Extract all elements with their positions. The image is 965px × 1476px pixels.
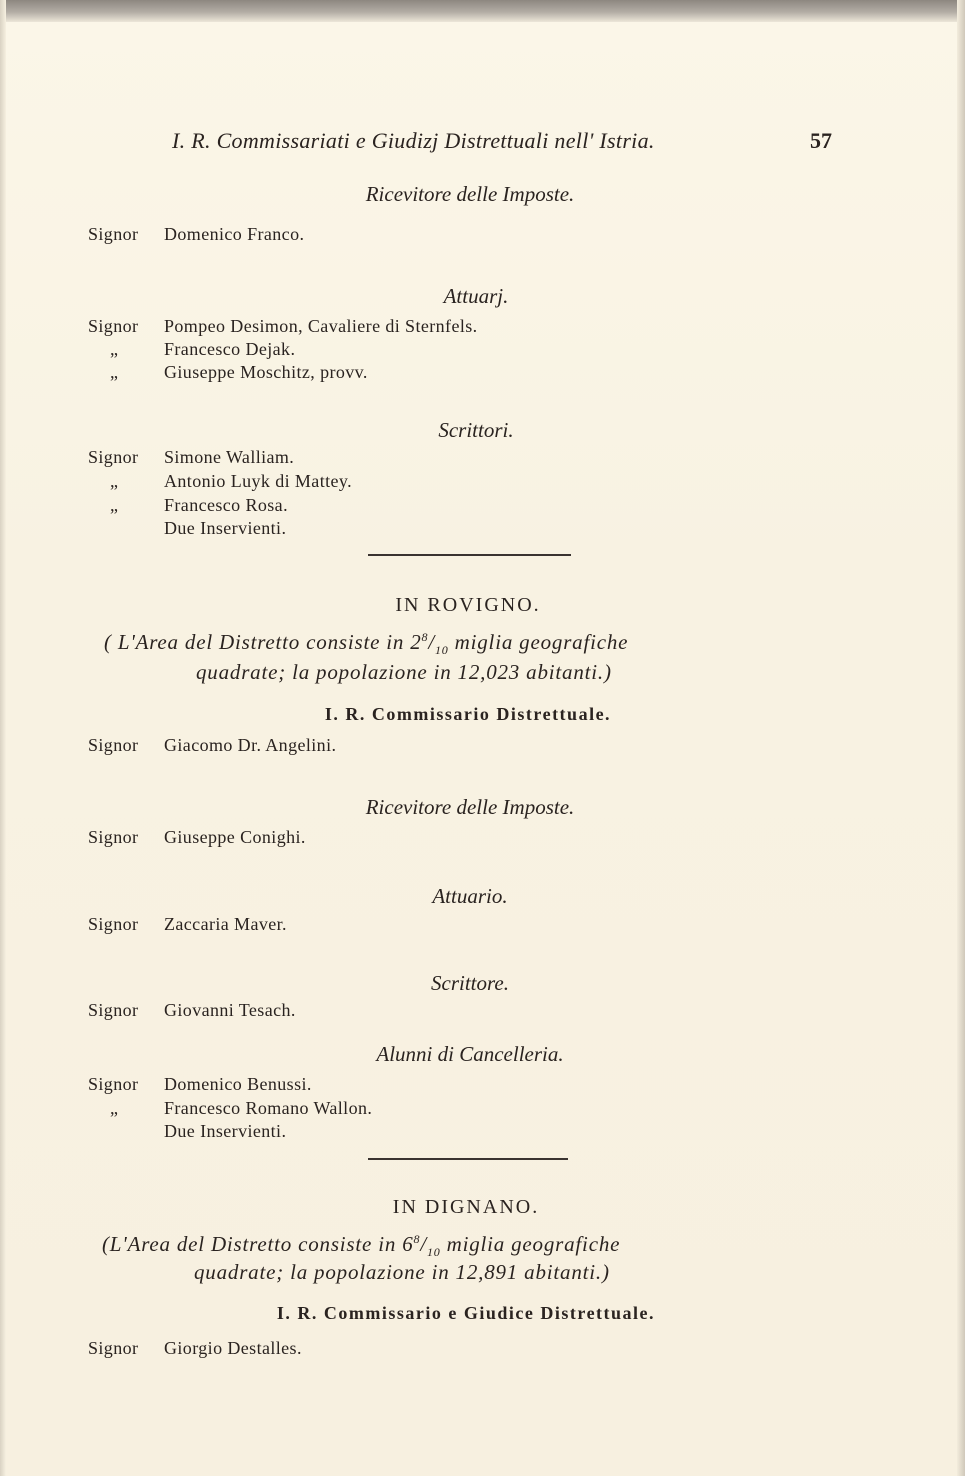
page-right-edge <box>957 0 965 1476</box>
honorific: Signor <box>88 447 139 467</box>
person-name: Domenico Benussi. <box>164 1074 312 1094</box>
divider-rule <box>368 554 571 556</box>
honorific: Signor <box>88 316 139 336</box>
section-heading-alunni: Alunni di Cancelleria. <box>376 1042 564 1066</box>
page-left-edge <box>0 0 6 1476</box>
district-title-rovigno: IN ROVIGNO. <box>395 594 541 616</box>
divider-rule <box>368 1158 568 1160</box>
honorific: Signor <box>88 914 139 934</box>
honorific: Signor <box>88 1074 139 1094</box>
list-item <box>88 447 294 468</box>
district-description-line: (L'Area del Distretto consiste in $6^8/_{10}$ miglia geografiche <box>102 1232 621 1260</box>
list-item <box>88 471 352 492</box>
ditto-mark: „ <box>110 362 119 382</box>
section-heading-scrittori: Scrittori. <box>438 418 514 442</box>
section-heading-ricevitore: Ricevitore delle Imposte. <box>365 795 575 819</box>
list-item <box>88 1000 296 1021</box>
fraction-numerator: 8 <box>421 630 429 644</box>
office-heading: I. R. Commissario e Giudice Distrettuale. <box>276 1303 656 1323</box>
person-name: Francesco Rosa. <box>164 495 288 515</box>
person-name: Giovanni Tesach. <box>164 1000 296 1020</box>
fraction-denominator: 10 <box>426 1245 441 1260</box>
honorific: Signor <box>88 827 139 847</box>
list-item <box>88 914 287 935</box>
list-item <box>88 224 304 245</box>
person-name: Zaccaria Maver. <box>164 914 287 934</box>
description-text: miglia geografiche <box>440 1232 621 1256</box>
list-item <box>88 316 478 337</box>
description-text: (L'Area del Distretto consiste in 6 <box>102 1232 414 1256</box>
honorific: Signor <box>88 224 139 244</box>
running-header-title: I. R. Commissariati e Giudizj Distrettuali nell' Istria. <box>172 128 655 153</box>
section-heading-attuarj: Attuarj. <box>443 284 509 308</box>
person-name: Pompeo Desimon, Cavaliere di Sternfels. <box>164 316 478 336</box>
person-name: Due Inservienti. <box>164 518 287 538</box>
ditto-mark: „ <box>110 495 119 515</box>
list-item <box>88 495 288 516</box>
list-item <box>88 735 336 756</box>
page-top-edge <box>0 0 965 22</box>
person-name: Giacomo Dr. Angelini. <box>164 735 337 755</box>
fraction-numerator: 8 <box>413 1232 421 1246</box>
list-item <box>88 1098 372 1119</box>
fraction-denominator: 10 <box>435 643 449 658</box>
person-name: Giorgio Destalles. <box>164 1338 302 1358</box>
person-name: Antonio Luyk di Mattey. <box>164 471 353 491</box>
district-description-line: quadrate; la popolazione in 12,023 abitanti.) <box>196 660 612 684</box>
list-item <box>88 827 306 848</box>
section-heading-attuario: Attuario. <box>432 884 508 908</box>
honorific: Signor <box>88 1338 139 1358</box>
ditto-mark: „ <box>110 339 119 359</box>
page-number: 57 <box>810 128 832 153</box>
list-item <box>88 1338 302 1359</box>
person-name: Giuseppe Conighi. <box>164 827 306 847</box>
description-text: ( L'Area del Distretto consiste in 2 <box>104 630 422 654</box>
district-title-dignano: IN DIGNANO. <box>392 1196 540 1218</box>
list-item <box>88 1121 286 1142</box>
ditto-mark: „ <box>110 471 119 491</box>
honorific: Signor <box>88 1000 139 1020</box>
person-name: Simone Walliam. <box>164 447 295 467</box>
office-heading: I. R. Commissario Distrettuale. <box>324 704 612 724</box>
person-name: Francesco Dejak. <box>164 339 296 359</box>
section-heading-scrittore: Scrittore. <box>431 971 509 995</box>
person-name: Domenico Franco. <box>164 224 305 244</box>
list-item <box>88 362 368 383</box>
ditto-mark: „ <box>110 1098 119 1118</box>
district-description-line: quadrate; la popolazione in 12,891 abitanti.) <box>194 1260 610 1284</box>
list-item <box>88 339 295 360</box>
honorific: Signor <box>88 735 139 755</box>
person-name: Francesco Romano Wallon. <box>164 1098 373 1118</box>
person-name: Due Inservienti. <box>164 1121 287 1141</box>
description-text: miglia geografiche <box>448 630 629 654</box>
list-item <box>88 1074 312 1095</box>
district-description-line: ( L'Area del Distretto consiste in $2^8/_{10}$ miglia geografiche <box>104 630 629 658</box>
section-heading-ricevitore: Ricevitore delle Imposte. <box>365 182 575 206</box>
list-item <box>88 518 286 539</box>
person-name: Giuseppe Moschitz, provv. <box>164 362 368 382</box>
